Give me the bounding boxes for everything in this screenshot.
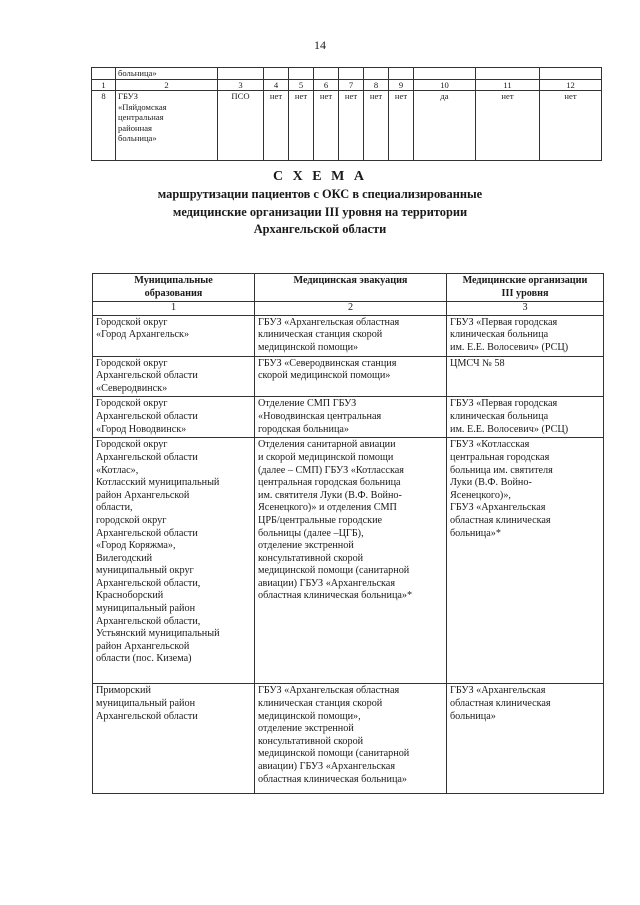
value-cell: нет xyxy=(339,91,364,161)
header-municipalities: Муниципальные образования xyxy=(93,274,255,302)
column-number: 4 xyxy=(264,79,289,91)
continuation-cell: больница» xyxy=(116,68,218,80)
municipality-cell: Городской округ «Город Архангельск» xyxy=(93,315,255,356)
evacuation-cell: ГБУЗ «Архангельская областная клиническая станция скорой медицинской помощи» xyxy=(255,315,447,356)
evacuation-cell: ГБУЗ «Северодвинская станция скорой медицинской помощи» xyxy=(255,356,447,397)
column-number: 1 xyxy=(92,79,116,91)
column-number: 3 xyxy=(447,302,604,316)
column-number: 11 xyxy=(476,79,540,91)
municipality-cell: Городской округ Архангельской области «Котлас», Котласский муниципальный район Архангельской области, городской округ Архангельской области «Город Коряжма», Вилегодский муниципальный округ Архангельской области, Красноборский муниципальный район Архангельской области, Устьянский муниципальный район Архангельской области (пос. Кизема) xyxy=(93,438,255,684)
value-cell: нет xyxy=(289,91,314,161)
table-row xyxy=(92,91,602,161)
municipality-cell: Городской округ Архангельской области «Северодвинск» xyxy=(93,356,255,397)
value-cell: нет xyxy=(389,91,414,161)
column-number: 5 xyxy=(289,79,314,91)
municipality-cell: Городской округ Архангельской области «Город Новодвинск» xyxy=(93,397,255,438)
evacuation-cell: Отделение СМП ГБУЗ «Новодвинская центральная городская больница» xyxy=(255,397,447,438)
scheme-rows xyxy=(93,315,604,794)
table-row xyxy=(93,356,604,397)
scheme-heading: С Х Е М А xyxy=(273,169,367,184)
value-cell: нет xyxy=(314,91,339,161)
column-number: 3 xyxy=(218,79,264,91)
destination-cell: ГБУЗ «Первая городская клиническая больница им. Е.Е. Волосевич» (РСЦ) xyxy=(447,397,604,438)
row-number: 8 xyxy=(92,91,116,161)
destination-cell: ГБУЗ «Котласская центральная городская больница им. святителя Луки (В.Ф. Войно- Ясенецкого)», ГБУЗ «Архангельская областная клиническая больница»* xyxy=(447,438,604,684)
value-cell: нет xyxy=(264,91,289,161)
type-cell: ПСО xyxy=(218,91,264,161)
evacuation-cell: ГБУЗ «Архангельская областная клиническая станция скорой медицинской помощи», отделение экстренной консультативной скорой медицинской помощи (санитарной авиации) ГБУЗ «Архангельская областная клиническая больница» xyxy=(255,684,447,794)
value-cell: нет xyxy=(476,91,540,161)
page-number: 14 xyxy=(314,38,326,52)
column-number: 9 xyxy=(389,79,414,91)
destination-cell: ГБУЗ «Архангельская областная клиническая больница» xyxy=(447,684,604,794)
value-cell: да xyxy=(414,91,476,161)
header-row xyxy=(93,274,604,302)
column-number: 2 xyxy=(116,79,218,91)
header-level-3-organizations: Медицинские организации III уровня xyxy=(447,274,604,302)
value-cell: нет xyxy=(364,91,389,161)
column-number: 8 xyxy=(364,79,389,91)
column-number-row xyxy=(92,79,602,91)
destination-cell: ГБУЗ «Первая городская клиническая больница им. Е.Е. Волосевич» (РСЦ) xyxy=(447,315,604,356)
organization-cell: ГБУЗ «Пяйдомская центральная районная больница» xyxy=(116,91,218,161)
header-medical-evacuation: Медицинская эвакуация xyxy=(255,274,447,302)
scheme-title-line: медицинские организации III уровня на территории xyxy=(172,204,468,219)
column-number: 1 xyxy=(93,302,255,316)
column-number: 10 xyxy=(414,79,476,91)
table-row xyxy=(93,684,604,794)
scheme-title-line: Архангельской области xyxy=(253,222,387,236)
table-row xyxy=(93,397,604,438)
scheme-title xyxy=(0,168,640,239)
value-cell: нет xyxy=(540,91,602,161)
column-number-row xyxy=(93,302,604,316)
column-number: 6 xyxy=(314,79,339,91)
table-row xyxy=(93,438,604,684)
column-number: 7 xyxy=(339,79,364,91)
hospital-capabilities-table xyxy=(91,67,602,161)
table-row xyxy=(92,68,602,80)
scheme-title-line: маршрутизации пациентов с ОКС в специализированные xyxy=(157,187,483,201)
routing-scheme-table xyxy=(92,273,604,794)
destination-cell: ЦМСЧ № 58 xyxy=(447,356,604,397)
evacuation-cell: Отделения санитарной авиации и скорой медицинской помощи (далее – СМП) ГБУЗ «Котласская центральная городская больница им. святителя Луки (В.Ф. Войно- Ясенецкого)» и отделения СМП ЦРБ/центральные городские больницы (далее –ЦГБ), отделение экстренной консультативной скорой медицинской помощи (санитарной авиации) ГБУЗ «Архангельская областная клиническая больница»* xyxy=(255,438,447,684)
municipality-cell: Приморский муниципальный район Архангельской области xyxy=(93,684,255,794)
table-row xyxy=(93,315,604,356)
column-number: 12 xyxy=(540,79,602,91)
column-number: 2 xyxy=(255,302,447,316)
